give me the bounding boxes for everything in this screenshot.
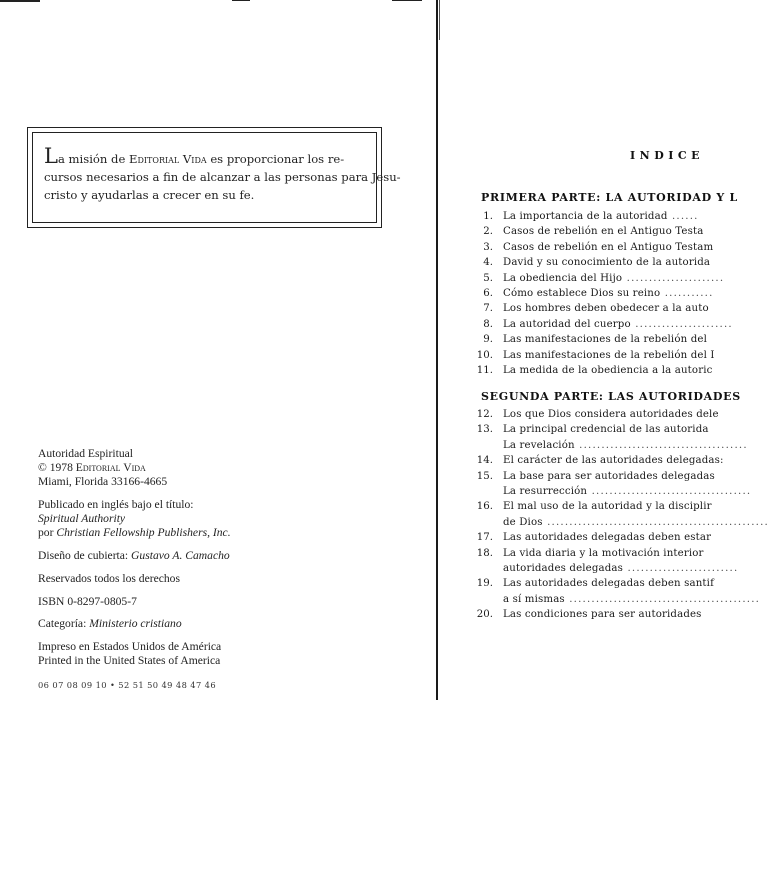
- toc-entry-number: 20.: [476, 609, 493, 621]
- toc-entry-text: Las autoridades delegadas deben santif: [503, 578, 714, 590]
- toc-entry-title: [503, 438, 748, 453]
- mission-initial: L: [44, 144, 58, 168]
- toc-entry: [478, 317, 733, 332]
- toc-leader-dots: ...........................................: [564, 593, 761, 605]
- toc-entry: [478, 438, 748, 453]
- toc-entry: [478, 453, 728, 468]
- toc-entry: [478, 592, 761, 607]
- toc-entry-text: Cómo establece Dios su reino: [503, 287, 661, 299]
- toc-entry: [478, 561, 739, 576]
- mission-statement: [32, 132, 401, 223]
- top-edge-left: [0, 0, 40, 2]
- toc-entry-number: 11.: [476, 364, 493, 376]
- cover-label: Diseño de cubierta:: [38, 549, 132, 562]
- toc-entry: [478, 332, 728, 347]
- mission-line-3: cristo y ayudarlas a crecer en su fe.: [44, 188, 255, 202]
- cover-design: [38, 549, 230, 563]
- category: [38, 617, 182, 631]
- toc-entry-text: Las condiciones para ser autoridades: [503, 609, 702, 621]
- index-title: INDICE: [630, 149, 705, 162]
- copyright-line: [38, 461, 146, 475]
- toc-entry-number: 13.: [476, 424, 493, 436]
- toc-entry-title: [503, 422, 709, 437]
- toc-entry-number: 2.: [483, 226, 493, 238]
- toc-entry-number: 15.: [476, 470, 493, 482]
- copyright-prefix: © 1978: [38, 461, 76, 474]
- toc-entry: [478, 607, 728, 622]
- toc-entry-text: David y su conocimiento de la autorida: [503, 257, 711, 269]
- toc-entry-number: 18.: [476, 547, 493, 559]
- toc-entry-title: [503, 469, 715, 484]
- toc-entry: [478, 301, 728, 316]
- toc-entry-title: [503, 271, 724, 286]
- toc-entry-number: 7.: [483, 303, 493, 315]
- toc-entry: [478, 286, 728, 301]
- print-codes: 06 07 08 09 10 • 52 51 50 49 48 47 46: [38, 680, 217, 690]
- toc-entry-title: [503, 515, 769, 530]
- book-title: Autoridad Espiritual: [38, 447, 133, 460]
- original-publisher: [38, 526, 231, 540]
- top-edge-right: [392, 0, 422, 1]
- toc-entry-text: La revelación: [503, 439, 575, 451]
- toc-entry: [478, 348, 728, 363]
- publisher-address: Miami, Florida 33166-4665: [38, 475, 168, 488]
- toc-entry-number: 17.: [476, 532, 493, 544]
- toc-entry: [478, 546, 728, 561]
- toc-entry-title: [503, 332, 707, 347]
- toc-entry-number: 10.: [476, 349, 493, 361]
- toc-entry-title: [503, 363, 713, 378]
- toc-entry-number: 19.: [476, 578, 493, 590]
- toc-leader-dots: ....................................: [587, 485, 752, 497]
- toc-entry-text: Las manifestaciones de la rebelión del: [503, 334, 707, 346]
- toc-entry-title: [503, 255, 710, 270]
- toc-entry-title: [503, 209, 699, 224]
- toc-entry-title: [503, 348, 715, 363]
- toc-entry: [478, 209, 728, 224]
- published-label: Publicado en inglés bajo el título:: [38, 498, 194, 511]
- rights-reserved: Reservados todos los derechos: [38, 572, 180, 585]
- toc-entry-number: 16.: [476, 501, 493, 513]
- toc-entry-text: de Dios: [503, 516, 543, 528]
- cover-designer: Gustavo A. Camacho: [131, 549, 230, 562]
- toc-entry-title: [503, 240, 713, 255]
- toc-entry-text: La vida diaria y la motivación interior: [503, 547, 704, 559]
- toc-entry-text: La obediencia del Hijo: [503, 272, 623, 284]
- toc-entry-text: Las autoridades delegadas deben estar: [503, 532, 712, 544]
- toc-entry-text: La autoridad del cuerpo: [503, 318, 631, 330]
- toc-entry-title: [503, 286, 714, 301]
- mission-line-1a: a misión de: [57, 152, 130, 166]
- toc-entry-number: 5.: [483, 272, 493, 284]
- publisher-prefix: por: [38, 526, 57, 539]
- copyright-brand: Editorial Vida: [75, 461, 146, 474]
- toc-entry-number: 6.: [483, 287, 493, 299]
- printed-english: Printed in the United States of America: [38, 654, 221, 667]
- toc-entry: [478, 499, 728, 514]
- mission-line-1: [44, 144, 366, 168]
- toc-leader-dots: .........................: [623, 562, 739, 574]
- toc-entry-title: [503, 546, 704, 561]
- mission-line-1b: es proporcionar los re-: [206, 152, 345, 166]
- toc-entry-text: El carácter de las autoridades delegadas:: [503, 455, 724, 467]
- mission-box: [27, 127, 401, 228]
- toc-entry: [478, 530, 728, 545]
- toc-entry-title: [503, 301, 709, 316]
- toc-leader-dots: ......................................: [574, 439, 748, 451]
- toc-entry-text: Las manifestaciones de la rebelión del I: [503, 349, 715, 361]
- toc-entry: [478, 469, 728, 484]
- toc-entry-text: La base para ser autoridades delegadas: [503, 470, 715, 482]
- publisher-name: Christian Fellowship Publishers, Inc.: [56, 526, 231, 539]
- toc-entry-text: a sí mismas: [503, 593, 565, 605]
- category-label: Categoría:: [38, 617, 90, 630]
- toc-entry-title: [503, 530, 711, 545]
- toc-entry-title: [503, 561, 738, 576]
- toc-entry-title: [503, 453, 724, 468]
- part-two-list: [476, 407, 769, 622]
- page-gutter-shadow: [439, 0, 440, 40]
- toc-entry: [478, 255, 728, 270]
- toc-leader-dots: ......................: [630, 318, 733, 330]
- part-one-heading: PRIMERA PARTE: LA AUTORIDAD Y L: [481, 191, 738, 204]
- toc-entry-text: Casos de rebelión en el Antiguo Testa: [503, 226, 704, 238]
- toc-entry-number: 8.: [483, 318, 493, 330]
- toc-entry-number: 14.: [476, 455, 493, 467]
- top-edge-mid: [232, 0, 250, 1]
- toc-leader-dots: ......................: [622, 272, 725, 284]
- toc-entry: [478, 224, 728, 239]
- isbn: ISBN 0-8297-0805-7: [38, 595, 137, 608]
- toc-entry-text: La medida de la obediencia a la autoric: [503, 364, 713, 376]
- toc-entry-text: El mal uso de la autoridad y la disciplir: [503, 501, 712, 513]
- toc-entry-text: La resurrección: [503, 485, 588, 497]
- toc-entry-title: [503, 499, 712, 514]
- part-one-list: [476, 209, 733, 378]
- toc-entry-text: Los que Dios considera autoridades dele: [503, 409, 719, 420]
- toc-entry: [478, 576, 728, 591]
- toc-entry-text: La importancia de la autoridad: [503, 211, 668, 222]
- toc-entry: [478, 422, 728, 437]
- toc-entry: [478, 407, 728, 422]
- toc-entry-title: [503, 592, 760, 607]
- toc-entry-number: 1.: [483, 211, 493, 222]
- toc-entry-number: 3.: [483, 241, 493, 253]
- page-gutter: [436, 0, 438, 700]
- toc-entry: [478, 363, 728, 378]
- toc-leader-dots: ......: [667, 211, 699, 222]
- toc-leader-dots: ..................................................: [542, 516, 769, 528]
- toc-entry-text: Los hombres deben obedecer a la auto: [503, 303, 709, 315]
- toc-entry-title: [503, 317, 733, 332]
- toc-entry: [478, 515, 769, 530]
- toc-entry-text: autoridades delegadas: [503, 562, 624, 574]
- toc-leader-dots: ...........: [660, 287, 714, 299]
- part-two-heading: SEGUNDA PARTE: LAS AUTORIDADES: [481, 390, 741, 403]
- toc-entry: [478, 484, 752, 499]
- toc-entry-title: [503, 576, 714, 591]
- mission-brand: Editorial Vida: [129, 152, 207, 166]
- mission-line-2: cursos necesarios a fin de alcanzar a las personas para Jesu-: [44, 170, 401, 184]
- toc-entry-title: [503, 484, 751, 499]
- toc-entry-title: [503, 224, 703, 239]
- toc-entry: [478, 271, 728, 286]
- printed-spanish: Impreso en Estados Unidos de América: [38, 640, 222, 653]
- original-title-text: Spiritual Authority: [38, 512, 126, 525]
- toc-entry-number: 4.: [483, 257, 493, 269]
- toc-entry-number: 9.: [483, 334, 493, 346]
- category-value: Ministerio cristiano: [89, 617, 182, 630]
- toc-entry-title: [503, 407, 719, 422]
- toc-entry: [478, 240, 728, 255]
- original-title: [38, 512, 125, 526]
- toc-entry-text: Casos de rebelión en el Antiguo Testam: [503, 241, 714, 253]
- toc-entry-title: [503, 607, 702, 622]
- toc-entry-text: La principal credencial de las autorida: [503, 424, 709, 436]
- toc-entry-number: 12.: [476, 409, 493, 420]
